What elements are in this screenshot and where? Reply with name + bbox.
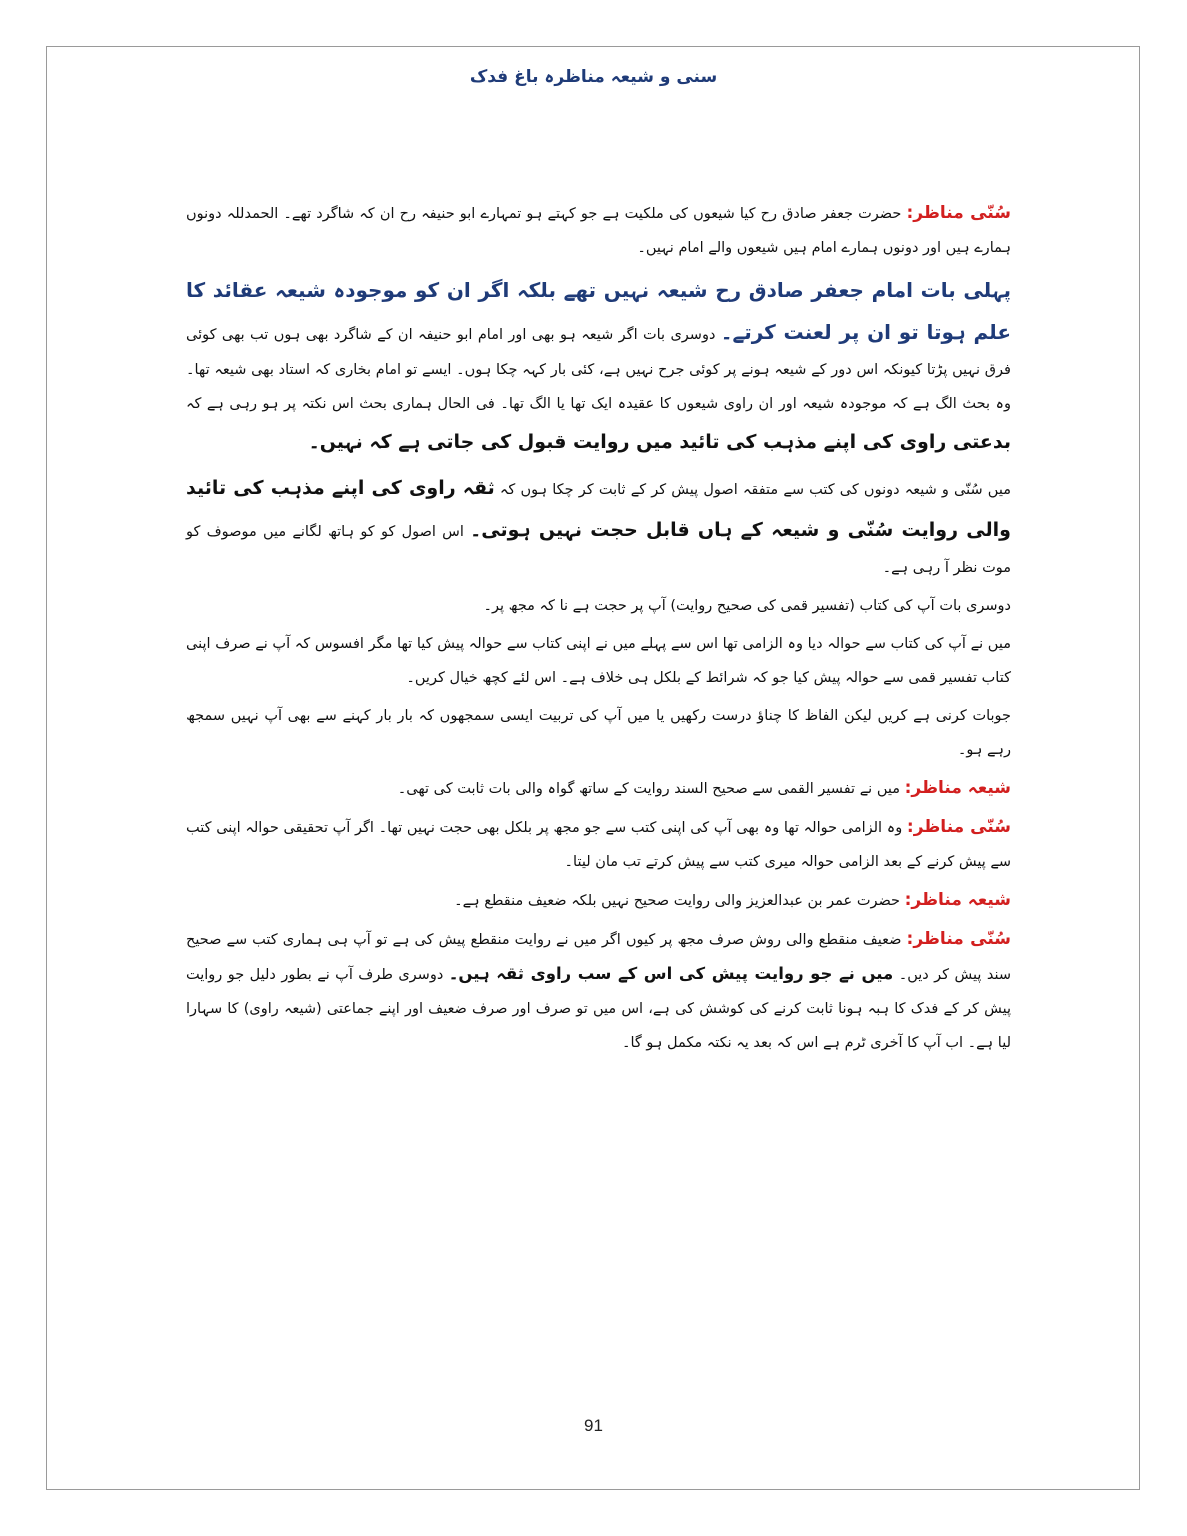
speaker-label-shia: شیعہ مناظر: [904,890,1011,910]
speaker-label-sunni: سُنّی مناظر: [906,929,1012,949]
paragraph-second-point [186,589,1011,623]
paragraph-text: ضعیف منقطع والی روش صرف مجھ پر کیوں اگر میں نے روایت منقطع پیش کی ہے تو آپ ہی ہماری کتب سے صحیح سند پیش کر دیں۔ [186,932,1012,983]
document-body [186,196,1011,1064]
bold-statement: میں نے جو روایت پیش کی اس کے سب راوی ثقہ ہیں۔ [448,964,894,983]
bold-statement: بدعتی راوی کی اپنے مذہب کی تائید میں روایت قبول کی جاتی ہے کہ نہیں۔ [308,431,1011,453]
paragraph-text: حضرت جعفر صادق رح کیا شیعوں کی ملکیت ہے جو کہتے ہو تمہارے ابو حنیفہ رح ان کہ شاگرد تھے۔ الحمدللہ دونوں ہمارے ہیں اور دونوں ہمارے امام ہیں شیعوں والے امام نہیں۔ [186,206,1011,256]
paragraph-text: میں نے آپ کی کتاب سے حوالہ دیا وہ الزامی تھا اس سے پہلے میں نے اپنی کتاب سے حوالہ پیش کیا تھا مگر افسوس کہ آپ نے صرف اپنی کتاب تفسیر قمی سے حوالہ پیش کیا جو کہ شرائط کے بلکل ہی خلاف ہے۔ اس لئے کچھ خیال کریں۔ [186,636,1011,686]
paragraph-text: حضرت عمر بن عبدالعزیز والی روایت صحیح نہیں بلکہ ضعیف منقطع ہے۔ [454,893,901,909]
paragraph-text: دوسری بات آپ کی کتاب (تفسیر قمی کی صحیح روایت) آپ پر حجت ہے نا کہ مجھ پر۔ [483,598,1011,614]
paragraph-advice [186,699,1011,767]
bold-statement: ثقہ راوی کی اپنے مذہب کی تائید والی روایت سُنّی و شیعہ کے ہاں قابل حجت نہیں ہوتی۔ [186,477,1011,541]
paragraph-text: جوبات کرنی ہے کریں لیکن الفاظ کا چناؤ درست رکھیں یا میں آپ کی تربیت ایسی سمجھوں کہ بار بار کہنے سے بھی آپ نہیں سمجھ رہے ہو۔ [186,708,1011,758]
paragraph-text: دوسری طرف آپ نے بطور دلیل جو روایت پیش کر کے فدک کا ہبہ ہونا ثابت کرنے کی کوشش کی ہے، اس میں تو صرف اور صرف ضعیف اور اپنے جماعتی (شیعہ راوی) کا سہارا لیا ہے۔ اب آپ کا آخری ٹرم ہے اس کہ بعد یہ نکتہ مکمل ہو گا۔ [186,967,1011,1051]
speaker-label-sunni: سُنّی مناظر: [906,203,1012,223]
paragraph-reference [186,627,1011,695]
paragraph-sunni-3 [186,922,1011,1060]
speaker-label-shia: شیعہ مناظر: [904,778,1011,798]
paragraph-rebuttal [186,269,1011,463]
paragraph-shia-1 [186,771,1011,806]
page-number: 91 [584,1416,603,1435]
paragraph-principle [186,467,1011,585]
paragraph-shia-2 [186,883,1011,918]
page-header-title: سنی و شیعہ مناظرہ باغ فدک [469,67,718,87]
paragraph-sunni-2 [186,810,1011,879]
speaker-label-sunni: سُنّی مناظر: [906,817,1011,837]
paragraph-text: وہ الزامی حوالہ تھا وہ بھی آپ کی اپنی کتب سے جو مجھ پر بلکل بھی حجت نہیں تھا۔ اگر آپ تحقیقی حوالہ اپنی کتب سے پیش کرنے کے بعد الزامی حوالہ میری کتب سے پیش کرتے تب مان لیتا۔ [186,820,1011,870]
paragraph-text: میں سُنّی و شیعہ دونوں کی کتب سے متفقہ اصول پیش کر کے ثابت کر چکا ہوں کہ [494,482,1011,498]
paragraph-text: اس اصول کو کو ہاتھ لگانے میں موصوف کو موت نظر آ رہی ہے۔ [186,524,1011,576]
highlight-heading: پہلی بات امام جعفر صادق رح شیعہ نہیں تھے بلکہ اگر ان کو موجودہ شیعہ عقائد کا علم ہوتا تو ان پر لعنت کرتے۔ [186,278,1011,344]
paragraph-sunni-1 [186,196,1011,265]
paragraph-text: دوسری بات اگر شیعہ ہو بھی اور امام ابو حنیفہ ان کے شاگرد بھی ہوں تب بھی کوئی فرق نہیں پڑتا کیونکہ اس دور کے شیعہ ہونے پر کوئی جرح نہیں ہے، کئی بار کہہ چکا ہوں۔ ایسے تو امام بخاری کہ استاد بھی شیعہ تھا۔ وہ بحث الگ ہے کہ موجودہ شیعہ اور ان راوی شیعوں کا عقیدہ ایک تھا یا الگ تھا۔ فی الحال ہماری بحث اس نکتہ پر ہو رہی ہے کہ [186,327,1011,412]
paragraph-text: میں نے تفسیر القمی سے صحیح السند روایت کے ساتھ گواہ والی بات ثابت کی تھی۔ [397,781,901,797]
